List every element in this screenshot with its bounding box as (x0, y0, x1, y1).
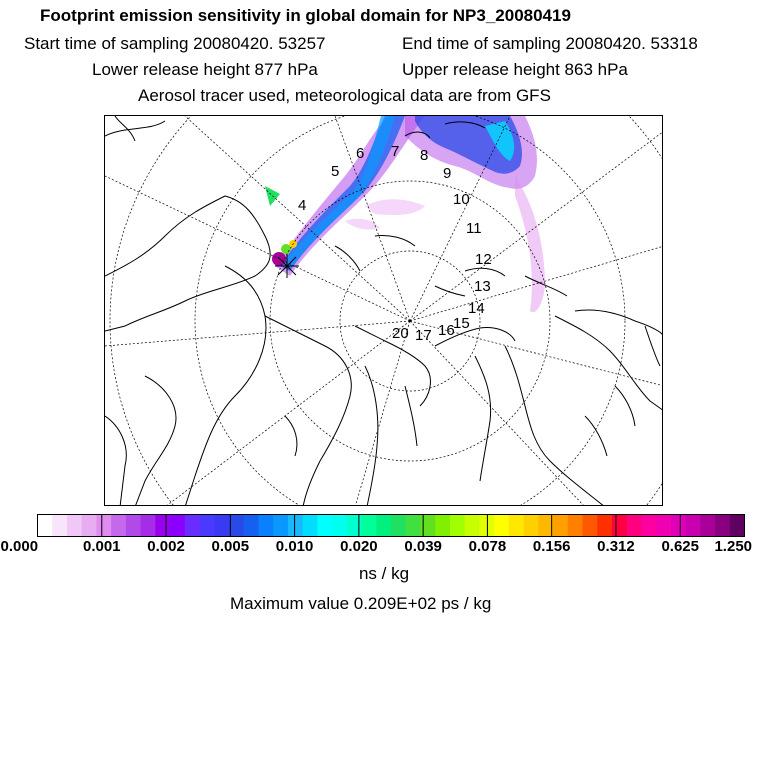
day-label-17: 17 (415, 327, 432, 344)
colorbar-tick-label: 0.625 (661, 538, 699, 555)
colorbar-cell (494, 515, 509, 537)
colorbar-tick-label: 0.001 (82, 538, 121, 555)
end-time-label: End time of sampling 20080420. 53318 (402, 34, 698, 53)
colorbar-cell (38, 515, 53, 537)
upper-release-label: Upper release height 863 hPa (402, 60, 628, 79)
day-label-11: 11 (466, 220, 482, 237)
colorbar-tick-label: 0.020 (340, 538, 378, 555)
coastlines (105, 116, 663, 506)
colorbar-cell (509, 515, 524, 537)
day-label-6: 6 (356, 145, 365, 162)
colorbar-cell (67, 515, 82, 537)
colorbar-tick-label: 0.078 (468, 538, 507, 555)
colorbar-tick-label: 1.250 (714, 538, 753, 555)
colorbar-tick-label: 0.039 (404, 538, 442, 555)
emission-plume (265, 116, 545, 312)
day-label-9: 9 (443, 165, 452, 182)
colorbar-cell (730, 515, 745, 537)
colorbar-units: ns / kg (358, 564, 410, 583)
colorbar-cell (700, 515, 715, 537)
day-label-12: 12 (475, 251, 492, 268)
day-label-10: 10 (453, 191, 470, 208)
colorbar-cell (244, 515, 259, 537)
colorbar-cell (376, 515, 391, 537)
day-label-15: 15 (453, 315, 470, 332)
colorbar-tick-label: 0.002 (147, 538, 185, 555)
colorbar-cell (524, 515, 539, 537)
colorbar-cell (347, 515, 362, 537)
graticule (105, 116, 663, 506)
colorbar-cell (273, 515, 288, 537)
day-label-16: 16 (438, 322, 455, 339)
start-time-label: Start time of sampling 20080420. 53257 (24, 34, 326, 53)
colorbar-cell (715, 515, 730, 537)
day-label-20: 20 (392, 325, 409, 342)
colorbar-cell (686, 515, 701, 537)
day-label-13: 13 (474, 278, 491, 295)
colorbar-cell (96, 515, 111, 537)
colorbar-cell (288, 515, 303, 537)
colorbar-cell (214, 515, 229, 537)
colorbar-tick-label: 0.312 (597, 538, 635, 555)
map-canvas (105, 116, 663, 506)
release-point-marker (275, 254, 299, 278)
colorbar-cell (582, 515, 597, 537)
colorbar-tick-label: 0.000 (0, 538, 39, 555)
day-label-14: 14 (468, 300, 485, 317)
colorbar-cell (82, 515, 97, 537)
colorbar-cell (52, 515, 67, 537)
colorbar-cell (185, 515, 200, 537)
colorbar-cell (111, 515, 126, 537)
colorbar-cell (229, 515, 244, 537)
colorbar-cell (538, 515, 553, 537)
colorbar-cell (612, 515, 627, 537)
colorbar-cell (641, 515, 656, 537)
colorbar-cell (155, 515, 170, 537)
colorbar-tick-label: 0.005 (211, 538, 250, 555)
colorbar-cell (465, 515, 480, 537)
day-label-5: 5 (331, 163, 340, 180)
colorbar (37, 514, 745, 538)
tracer-note: Aerosol tracer used, meteorological data are from GFS (138, 86, 551, 105)
colorbar-cell (126, 515, 141, 537)
colorbar-cell (141, 515, 156, 537)
colorbar-cells (38, 515, 745, 537)
colorbar-cell (406, 515, 421, 537)
colorbar-cell (391, 515, 406, 537)
colorbar-cell (627, 515, 642, 537)
colorbar-cell (362, 515, 377, 537)
colorbar-cell (258, 515, 273, 537)
colorbar-cell (671, 515, 686, 537)
polar-map (104, 115, 663, 506)
colorbar-cell (332, 515, 347, 537)
maximum-value-label: Maximum value 0.209E+02 ps / kg (230, 594, 492, 613)
day-label-7: 7 (391, 143, 400, 160)
colorbar-cell (435, 515, 450, 537)
colorbar-cell (553, 515, 568, 537)
lower-release-label: Lower release height 877 hPa (92, 60, 318, 79)
day-label-8: 8 (420, 147, 429, 164)
colorbar-tick-label: 0.156 (532, 538, 571, 555)
colorbar-cell (170, 515, 185, 537)
colorbar-cell (200, 515, 215, 537)
colorbar-tick-label: 0.010 (275, 538, 314, 555)
day-label-4: 4 (298, 197, 307, 214)
colorbar-cell (303, 515, 318, 537)
colorbar-cell (317, 515, 332, 537)
colorbar-cell (656, 515, 671, 537)
colorbar-cell (597, 515, 612, 537)
colorbar-cell (450, 515, 465, 537)
plot-title: Footprint emission sensitivity in global domain for NP3_20080419 (40, 6, 571, 25)
colorbar-cell (568, 515, 583, 537)
